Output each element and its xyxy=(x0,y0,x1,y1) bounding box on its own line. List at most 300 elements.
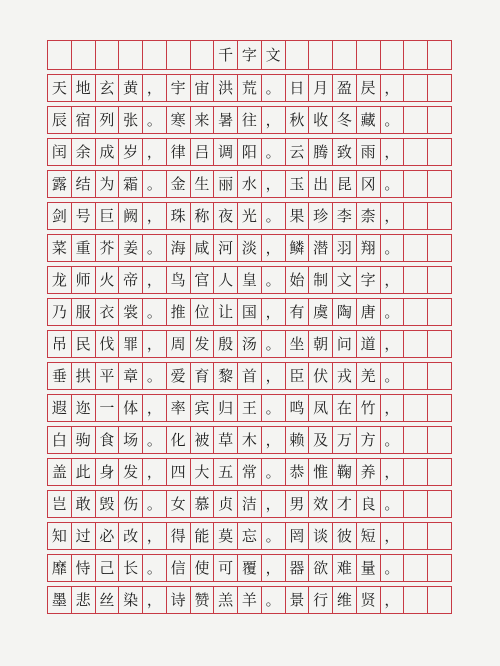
title-cell xyxy=(191,41,215,69)
title-cell xyxy=(167,41,191,69)
grid-cell: 白 xyxy=(48,427,72,453)
grid-cell: 。 xyxy=(143,555,167,581)
grid-cell: 让 xyxy=(214,299,238,325)
grid-cell: 恃 xyxy=(72,555,96,581)
grid-cell: 。 xyxy=(143,235,167,261)
grid-cell: 致 xyxy=(333,139,357,165)
grid-cell: 云 xyxy=(286,139,310,165)
grid-cell: 露 xyxy=(48,171,72,197)
grid-cell xyxy=(404,555,428,581)
title-cell xyxy=(357,41,381,69)
grid-cell xyxy=(428,427,452,453)
grid-cell: 大 xyxy=(191,459,215,485)
grid-cell: 信 xyxy=(167,555,191,581)
grid-cell: 暑 xyxy=(214,107,238,133)
grid-cell xyxy=(428,203,452,229)
grid-cell: 染 xyxy=(119,587,143,613)
grid-cell: ， xyxy=(143,267,167,293)
grid-cell: ， xyxy=(143,587,167,613)
grid-cell: 宾 xyxy=(191,395,215,421)
grid-cell: 余 xyxy=(72,139,96,165)
grid-cell: 殷 xyxy=(214,331,238,357)
grid-cell: 巨 xyxy=(96,203,120,229)
grid-cell: 水 xyxy=(238,171,262,197)
grid-cell: 玄 xyxy=(96,75,120,101)
grid-cell xyxy=(428,75,452,101)
grid-cell: 发 xyxy=(119,459,143,485)
grid-row xyxy=(47,138,452,166)
grid-cell: 。 xyxy=(143,299,167,325)
grid-cell: ， xyxy=(143,395,167,421)
grid-cell: 芥 xyxy=(96,235,120,261)
grid-cell: 收 xyxy=(309,107,333,133)
grid-cell: 敢 xyxy=(72,491,96,517)
grid-cell xyxy=(428,555,452,581)
grid-cell: 翔 xyxy=(357,235,381,261)
grid-cell: 制 xyxy=(309,267,333,293)
title-cell xyxy=(381,41,405,69)
grid-row xyxy=(47,490,452,518)
grid-cell: 岂 xyxy=(48,491,72,517)
grid-cell: 。 xyxy=(381,107,405,133)
grid-cell: 王 xyxy=(238,395,262,421)
grid-cell: ， xyxy=(381,331,405,357)
title-row xyxy=(47,40,452,70)
grid-cell: 伐 xyxy=(96,331,120,357)
grid-cell: ， xyxy=(381,139,405,165)
grid-cell: 河 xyxy=(214,235,238,261)
grid-cell: 字 xyxy=(357,267,381,293)
grid-cell: 。 xyxy=(381,555,405,581)
grid-cell: 文 xyxy=(333,267,357,293)
grid-cell: 羽 xyxy=(333,235,357,261)
grid-cell: 。 xyxy=(262,331,286,357)
grid-cell: 己 xyxy=(96,555,120,581)
grid-cell: 皇 xyxy=(238,267,262,293)
grid-cell: 月 xyxy=(309,75,333,101)
grid-cell: 丝 xyxy=(96,587,120,613)
grid-cell xyxy=(404,299,428,325)
grid-cell xyxy=(428,491,452,517)
grid-cell: 调 xyxy=(214,139,238,165)
grid-cell: 裳 xyxy=(119,299,143,325)
grid-cell: 伏 xyxy=(309,363,333,389)
grid-cell: 此 xyxy=(72,459,96,485)
grid-cell: 悲 xyxy=(72,587,96,613)
grid-cell xyxy=(428,363,452,389)
grid-cell: 过 xyxy=(72,523,96,549)
grid-cell: 发 xyxy=(191,331,215,357)
grid-cell: 才 xyxy=(333,491,357,517)
grid-cell: 衣 xyxy=(96,299,120,325)
grid-cell: 日 xyxy=(286,75,310,101)
grid-cell: 。 xyxy=(143,491,167,517)
grid-cell: 拱 xyxy=(72,363,96,389)
grid-cell: 冈 xyxy=(357,171,381,197)
grid-cell: ， xyxy=(262,171,286,197)
grid-cell: 火 xyxy=(96,267,120,293)
title-cell: 千 xyxy=(214,41,238,69)
grid-cell: 知 xyxy=(48,523,72,549)
grid-cell: 黎 xyxy=(214,363,238,389)
grid-cell: 民 xyxy=(72,331,96,357)
grid-cell xyxy=(404,139,428,165)
grid-row xyxy=(47,234,452,262)
grid-cell: 景 xyxy=(286,587,310,613)
grid-cell: 官 xyxy=(191,267,215,293)
grid-cell: 盖 xyxy=(48,459,72,485)
grid-row xyxy=(47,586,452,614)
grid-cell: 地 xyxy=(72,75,96,101)
grid-cell: 难 xyxy=(333,555,357,581)
grid-cell xyxy=(428,107,452,133)
grid-cell: ， xyxy=(381,523,405,549)
grid-cell: 羊 xyxy=(238,587,262,613)
grid-cell: 出 xyxy=(309,171,333,197)
grid-cell: 慕 xyxy=(191,491,215,517)
grid-cell xyxy=(404,171,428,197)
grid-cell: 鳞 xyxy=(286,235,310,261)
grid-cell: 垂 xyxy=(48,363,72,389)
grid-cell: 阳 xyxy=(238,139,262,165)
grid-cell: 能 xyxy=(191,523,215,549)
grid-cell: 周 xyxy=(167,331,191,357)
grid-cell: 往 xyxy=(238,107,262,133)
grid-cell: ， xyxy=(381,267,405,293)
grid-cell xyxy=(404,523,428,549)
grid-cell xyxy=(404,459,428,485)
grid-cell: 。 xyxy=(262,139,286,165)
grid-cell: 有 xyxy=(286,299,310,325)
grid-cell: 鸣 xyxy=(286,395,310,421)
title-cell: 文 xyxy=(262,41,286,69)
grid-cell: 律 xyxy=(167,139,191,165)
grid-cell: 昃 xyxy=(357,75,381,101)
grid-cell: 虞 xyxy=(309,299,333,325)
grid-cell: 结 xyxy=(72,171,96,197)
grid-row xyxy=(47,266,452,294)
grid-cell: 常 xyxy=(238,459,262,485)
grid-cell: 。 xyxy=(143,363,167,389)
grid-cell: 来 xyxy=(191,107,215,133)
grid-cell: 长 xyxy=(119,555,143,581)
grid-cell: 珠 xyxy=(167,203,191,229)
grid-cell: 贤 xyxy=(357,587,381,613)
grid-cell xyxy=(428,331,452,357)
grid-cell: 光 xyxy=(238,203,262,229)
grid-cell: 冬 xyxy=(333,107,357,133)
grid-cell: ， xyxy=(143,75,167,101)
grid-cell: 赖 xyxy=(286,427,310,453)
grid-cell: 驹 xyxy=(72,427,96,453)
grid-cell: 潜 xyxy=(309,235,333,261)
grid-row xyxy=(47,426,452,454)
grid-cell: 位 xyxy=(191,299,215,325)
grid-cell: 罔 xyxy=(286,523,310,549)
grid-cell: 果 xyxy=(286,203,310,229)
grid-cell: 咸 xyxy=(191,235,215,261)
grid-cell: ， xyxy=(381,587,405,613)
title-cell xyxy=(119,41,143,69)
grid-cell: 器 xyxy=(286,555,310,581)
grid-cell: ， xyxy=(262,235,286,261)
grid-cell: 汤 xyxy=(238,331,262,357)
grid-cell: ， xyxy=(143,523,167,549)
grid-cell: 寒 xyxy=(167,107,191,133)
grid-cell: 伤 xyxy=(119,491,143,517)
title-cell xyxy=(309,41,333,69)
grid-cell: 坐 xyxy=(286,331,310,357)
grid-cell: 。 xyxy=(262,395,286,421)
grid-cell: 陶 xyxy=(333,299,357,325)
grid-cell xyxy=(428,587,452,613)
grid-cell: 竹 xyxy=(357,395,381,421)
grid-cell xyxy=(428,139,452,165)
grid-cell: 李 xyxy=(333,203,357,229)
grid-cell: 为 xyxy=(96,171,120,197)
grid-cell: 短 xyxy=(357,523,381,549)
grid-cell: 秋 xyxy=(286,107,310,133)
grid-cell: ， xyxy=(143,331,167,357)
title-cell xyxy=(404,41,428,69)
grid-cell: 归 xyxy=(214,395,238,421)
grid-cell: ， xyxy=(381,203,405,229)
grid-cell: ， xyxy=(143,139,167,165)
grid-cell xyxy=(428,299,452,325)
grid-cell: 推 xyxy=(167,299,191,325)
grid-cell: ， xyxy=(381,75,405,101)
grid-cell: 四 xyxy=(167,459,191,485)
grid-cell: 宇 xyxy=(167,75,191,101)
grid-cell xyxy=(428,459,452,485)
grid-cell: 玉 xyxy=(286,171,310,197)
grid-cell: 一 xyxy=(96,395,120,421)
grid-cell: 可 xyxy=(214,555,238,581)
title-cell xyxy=(48,41,72,69)
grid-cell: 养 xyxy=(357,459,381,485)
grid-cell: 鞠 xyxy=(333,459,357,485)
grid-cell: 张 xyxy=(119,107,143,133)
grid-cell: 。 xyxy=(143,107,167,133)
grid-cell: 必 xyxy=(96,523,120,549)
grid-cell: 洁 xyxy=(238,491,262,517)
grid-cell: 谈 xyxy=(309,523,333,549)
grid-cell: 。 xyxy=(262,75,286,101)
grid-cell xyxy=(428,267,452,293)
grid-cell: 良 xyxy=(357,491,381,517)
grid-cell: ， xyxy=(262,107,286,133)
grid-cell: 宿 xyxy=(72,107,96,133)
grid-cell: 食 xyxy=(96,427,120,453)
grid-cell: 诗 xyxy=(167,587,191,613)
grid-cell: 岁 xyxy=(119,139,143,165)
grid-cell: ， xyxy=(381,395,405,421)
grid-cell: 贞 xyxy=(214,491,238,517)
grid-cell xyxy=(404,363,428,389)
grid-cell: 被 xyxy=(191,427,215,453)
grid-cell: 雨 xyxy=(357,139,381,165)
grid-cell: 淡 xyxy=(238,235,262,261)
grid-cell: 列 xyxy=(96,107,120,133)
grid-cell xyxy=(404,75,428,101)
grid-cell: 在 xyxy=(333,395,357,421)
grid-row xyxy=(47,554,452,582)
grid-cell: 率 xyxy=(167,395,191,421)
grid-cell: 。 xyxy=(262,267,286,293)
grid-cell: 腾 xyxy=(309,139,333,165)
grid-cell: 唐 xyxy=(357,299,381,325)
grid-row xyxy=(47,170,452,198)
grid-cell: 阙 xyxy=(119,203,143,229)
grid-cell: 。 xyxy=(381,299,405,325)
grid-cell: 爱 xyxy=(167,363,191,389)
grid-cell: 闰 xyxy=(48,139,72,165)
grid-cell xyxy=(404,235,428,261)
grid-cell: 靡 xyxy=(48,555,72,581)
grid-row xyxy=(47,458,452,486)
grid-cell: 黄 xyxy=(119,75,143,101)
grid-cell: ， xyxy=(262,491,286,517)
grid-cell: 海 xyxy=(167,235,191,261)
grid-cell: 臣 xyxy=(286,363,310,389)
grid-cell: 。 xyxy=(262,587,286,613)
grid-cell: 丽 xyxy=(214,171,238,197)
grid-row xyxy=(47,74,452,102)
title-cell xyxy=(428,41,452,69)
title-cell xyxy=(143,41,167,69)
grid-cell xyxy=(404,587,428,613)
grid-cell: 鸟 xyxy=(167,267,191,293)
grid-cell: 。 xyxy=(381,491,405,517)
grid-cell: 藏 xyxy=(357,107,381,133)
grid-cell: 荒 xyxy=(238,75,262,101)
grid-cell: 。 xyxy=(381,171,405,197)
grid-cell: ， xyxy=(143,203,167,229)
grid-cell: 行 xyxy=(309,587,333,613)
grid-cell: 菜 xyxy=(48,235,72,261)
grid-cell: 欲 xyxy=(309,555,333,581)
grid-cell: 珍 xyxy=(309,203,333,229)
title-cell xyxy=(333,41,357,69)
grid-row xyxy=(47,106,452,134)
grid-cell: 昆 xyxy=(333,171,357,197)
grid-cell: 龙 xyxy=(48,267,72,293)
grid-cell: 效 xyxy=(309,491,333,517)
grid-cell: ， xyxy=(262,363,286,389)
grid-cell: 章 xyxy=(119,363,143,389)
grid-cell: 成 xyxy=(96,139,120,165)
grid-cell: 剑 xyxy=(48,203,72,229)
grid-row xyxy=(47,522,452,550)
grid-cell: 遐 xyxy=(48,395,72,421)
grid-cell: 墨 xyxy=(48,587,72,613)
grid-cell: 国 xyxy=(238,299,262,325)
grid-cell: 迩 xyxy=(72,395,96,421)
grid-cell: 首 xyxy=(238,363,262,389)
grid-cell: 平 xyxy=(96,363,120,389)
grid-cell: 称 xyxy=(191,203,215,229)
grid-cell xyxy=(404,427,428,453)
grid-cell: 霜 xyxy=(119,171,143,197)
grid-cell xyxy=(404,395,428,421)
grid-cell: 。 xyxy=(381,235,405,261)
grid-cell: 男 xyxy=(286,491,310,517)
grid-cell: 方 xyxy=(357,427,381,453)
grid-cell xyxy=(404,267,428,293)
grid-cell: 重 xyxy=(72,235,96,261)
title-cell xyxy=(72,41,96,69)
grid-cell: 五 xyxy=(214,459,238,485)
grid-cell: 辰 xyxy=(48,107,72,133)
grid-cell: 。 xyxy=(143,171,167,197)
grid-cell: 洪 xyxy=(214,75,238,101)
grid-cell: ， xyxy=(143,459,167,485)
grid-cell xyxy=(404,203,428,229)
grid-cell: 羌 xyxy=(357,363,381,389)
grid-cell xyxy=(404,491,428,517)
grid-cell: 量 xyxy=(357,555,381,581)
grid-cell: ， xyxy=(262,299,286,325)
grid-cell: ， xyxy=(381,459,405,485)
grid-cell: 姜 xyxy=(119,235,143,261)
grid-cell: 号 xyxy=(72,203,96,229)
grid-cell: 金 xyxy=(167,171,191,197)
grid-cell: 天 xyxy=(48,75,72,101)
grid-cell: 。 xyxy=(262,523,286,549)
grid-cell: 戎 xyxy=(333,363,357,389)
grid-cell xyxy=(404,107,428,133)
grid-cell: 羔 xyxy=(214,587,238,613)
grid-cell: 维 xyxy=(333,587,357,613)
grid-row xyxy=(47,330,452,358)
grid-cell: 宙 xyxy=(191,75,215,101)
grid-cell: 吕 xyxy=(191,139,215,165)
grid-cell: 改 xyxy=(119,523,143,549)
grid-cell: 生 xyxy=(191,171,215,197)
grid-cell: 莫 xyxy=(214,523,238,549)
title-cell xyxy=(286,41,310,69)
grid-cell xyxy=(428,395,452,421)
grid-cell: 惟 xyxy=(309,459,333,485)
grid-cell: 彼 xyxy=(333,523,357,549)
grid-row xyxy=(47,202,452,230)
title-cell: 字 xyxy=(238,41,262,69)
grid-cell: 道 xyxy=(357,331,381,357)
grid-cell: 化 xyxy=(167,427,191,453)
grid-cell: 罪 xyxy=(119,331,143,357)
grid-cell: 及 xyxy=(309,427,333,453)
grid-cell xyxy=(404,331,428,357)
grid-cell: ， xyxy=(262,427,286,453)
grid-cell: 使 xyxy=(191,555,215,581)
grid-cell: 柰 xyxy=(357,203,381,229)
grid-cell: 万 xyxy=(333,427,357,453)
grid-cell: 盈 xyxy=(333,75,357,101)
grid-cell: 恭 xyxy=(286,459,310,485)
title-cell xyxy=(96,41,120,69)
grid-cell: 草 xyxy=(214,427,238,453)
grid-cell: 覆 xyxy=(238,555,262,581)
grid-cell xyxy=(428,171,452,197)
grid-row xyxy=(47,298,452,326)
grid-cell: 。 xyxy=(143,427,167,453)
grid-cell xyxy=(428,235,452,261)
grid-cell: 育 xyxy=(191,363,215,389)
grid-cell: 。 xyxy=(381,363,405,389)
grid-cell: 赞 xyxy=(191,587,215,613)
grid-cell: ， xyxy=(262,555,286,581)
grid-cell: 人 xyxy=(214,267,238,293)
